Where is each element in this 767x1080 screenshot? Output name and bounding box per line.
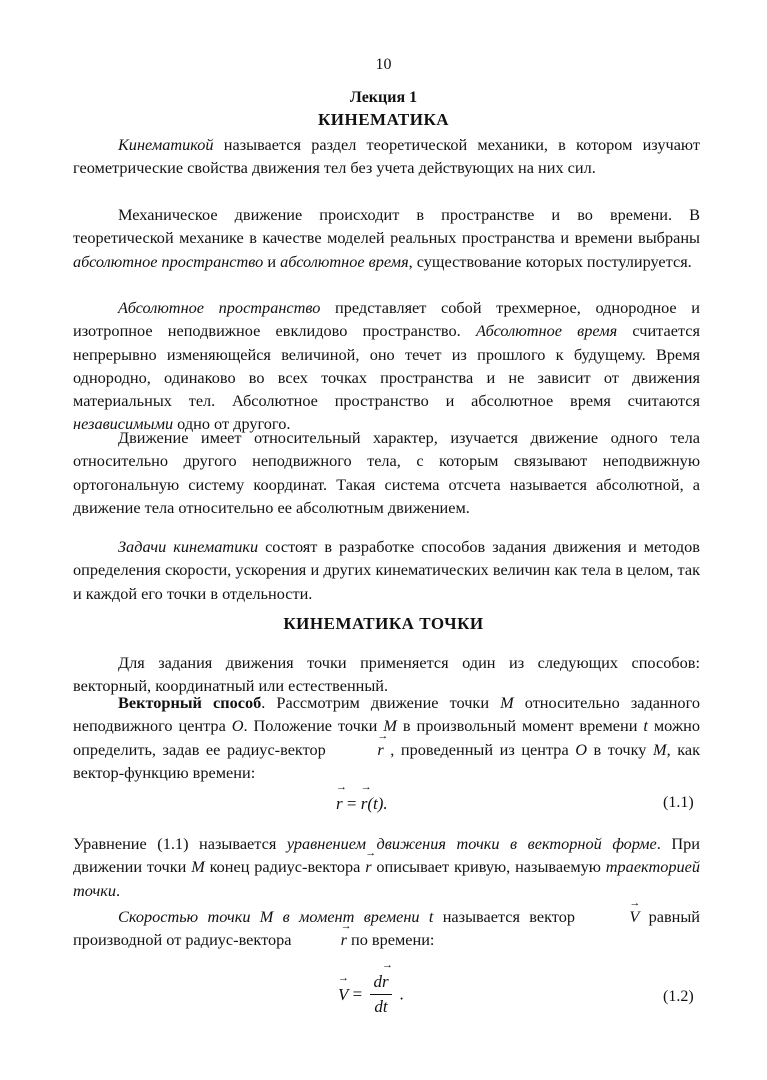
text: по времени:	[346, 930, 435, 950]
formula-body	[338, 972, 404, 1017]
vector-symbol: → V	[584, 905, 639, 928]
vector-symbol: → r	[361, 794, 368, 814]
formula-tail: .	[395, 984, 405, 1004]
text: можно определить, задав ее радиус-вектор	[73, 716, 701, 759]
symbol: M	[653, 739, 667, 759]
paragraph-tasks	[73, 535, 700, 605]
page-title: КИНЕМАТИКА	[317, 110, 450, 129]
text: равный производной от радиус-вектора	[73, 907, 700, 950]
term: Задачи кинематики	[118, 537, 259, 556]
vector-symbol: → r	[332, 738, 383, 761]
term: Абсолютное время	[475, 321, 618, 341]
text: одно от другого.	[173, 414, 291, 434]
vector-symbol: → r	[336, 794, 343, 814]
paragraph-vector-method	[73, 691, 700, 784]
text: относительно заданного неподвижного центра	[73, 693, 700, 736]
symbol: O	[231, 716, 244, 736]
text: Механическое движение происходит в пространстве и во времени. В теоретической механике в качестве моделей реальных пространства и времени выбраны	[73, 205, 700, 248]
term: уравнением движения точки в векторной форме	[286, 834, 657, 853]
text: конец радиус-вектора	[204, 857, 366, 877]
text: называется вектор	[433, 907, 585, 926]
text: описывает кривую, называемую	[371, 857, 606, 877]
vector-symbol: → r	[382, 972, 389, 992]
paragraph-space-time	[73, 203, 700, 273]
equals-sign: =	[342, 794, 361, 813]
term: абсолютное время	[280, 251, 409, 271]
fraction-numerator	[370, 972, 391, 995]
equals-sign: =	[348, 984, 367, 1004]
term-bold: Векторный способ	[118, 693, 262, 712]
paragraph-relative-motion	[73, 426, 700, 519]
fraction	[370, 972, 391, 1017]
symbol: M	[383, 716, 397, 736]
vector-symbol: → r	[365, 855, 371, 878]
term: траекторией точки	[73, 857, 700, 900]
text: Движение имеет относительный характер, изучается движение одного тела относительно другого неподвижного тела, с которым связывают неподвижную ортогональную систему координат. Такая система отсчета называется абсолютной, а движение тела относительно ее абсолютным движением.	[73, 428, 700, 517]
text: . Рассмотрим движение точки	[261, 693, 501, 712]
text: считается непрерывно изменяющейся величиной, оно течет из прошлого к будущему. Время однородно, одинаково во всех точках пространства и не зависит от движения материальных тел. Абсолютное пространство и абсолютное время считаются	[73, 321, 700, 411]
text: , существование которых постулируется.	[408, 251, 692, 271]
equation-number: (1.2)	[663, 988, 694, 1005]
term: Скоростью точки M в момент времени t	[118, 907, 434, 926]
text: называется раздел теоретической механики, в котором изучают геометрические свойства движения тел без учета действующих на них сил.	[73, 135, 700, 178]
formula-body	[336, 794, 388, 814]
symbol: t	[643, 716, 648, 736]
term: независимыми	[73, 414, 174, 434]
text: .	[116, 880, 121, 900]
section-title: КИНЕМАТИКА ТОЧКИ	[283, 614, 484, 633]
term: Абсолютное пространство	[118, 298, 321, 317]
formula-argument: (t).	[367, 794, 388, 813]
paragraph-absolute-space	[73, 296, 700, 436]
symbol: M	[500, 693, 514, 712]
text: . При движении точки	[73, 834, 701, 877]
text: , как вектор-функцию времени:	[73, 739, 700, 782]
text: , проведенный из центра	[383, 739, 576, 759]
term: абсолютное пространство	[73, 251, 264, 271]
vector-symbol: → r	[296, 928, 347, 951]
text: состоят в разработке способов задания движения и методов определения скорости, ускорения и других кинематических величин как тела в целом, так и каждой его точки в отдельности.	[73, 537, 700, 603]
text: и	[263, 251, 281, 271]
fraction-denominator: dt	[374, 997, 388, 1016]
text: в точку	[587, 739, 653, 759]
symbol: M	[191, 857, 205, 877]
lecture-label: Лекция 1	[349, 89, 418, 106]
text: . Положение точки	[243, 716, 384, 736]
text: Для задания движения точки применяется один из следующих способов: векторный, координатный или естественный.	[73, 653, 700, 696]
equation-number: (1.1)	[663, 794, 694, 811]
text: в произвольный момент времени	[396, 716, 644, 736]
differential: d	[373, 972, 382, 991]
symbol: O	[575, 739, 587, 759]
term-kinematics: Кинематикой	[118, 135, 214, 154]
vector-symbol: → V	[338, 985, 348, 1005]
text: Уравнение (1.1) называется	[73, 834, 287, 853]
text: представляет собой трехмерное, однородное и изотропное неподвижное евклидово пространство.	[73, 298, 700, 341]
paragraph-velocity	[73, 905, 700, 952]
page-number: 10	[375, 56, 392, 73]
paragraph-definition	[73, 133, 700, 180]
